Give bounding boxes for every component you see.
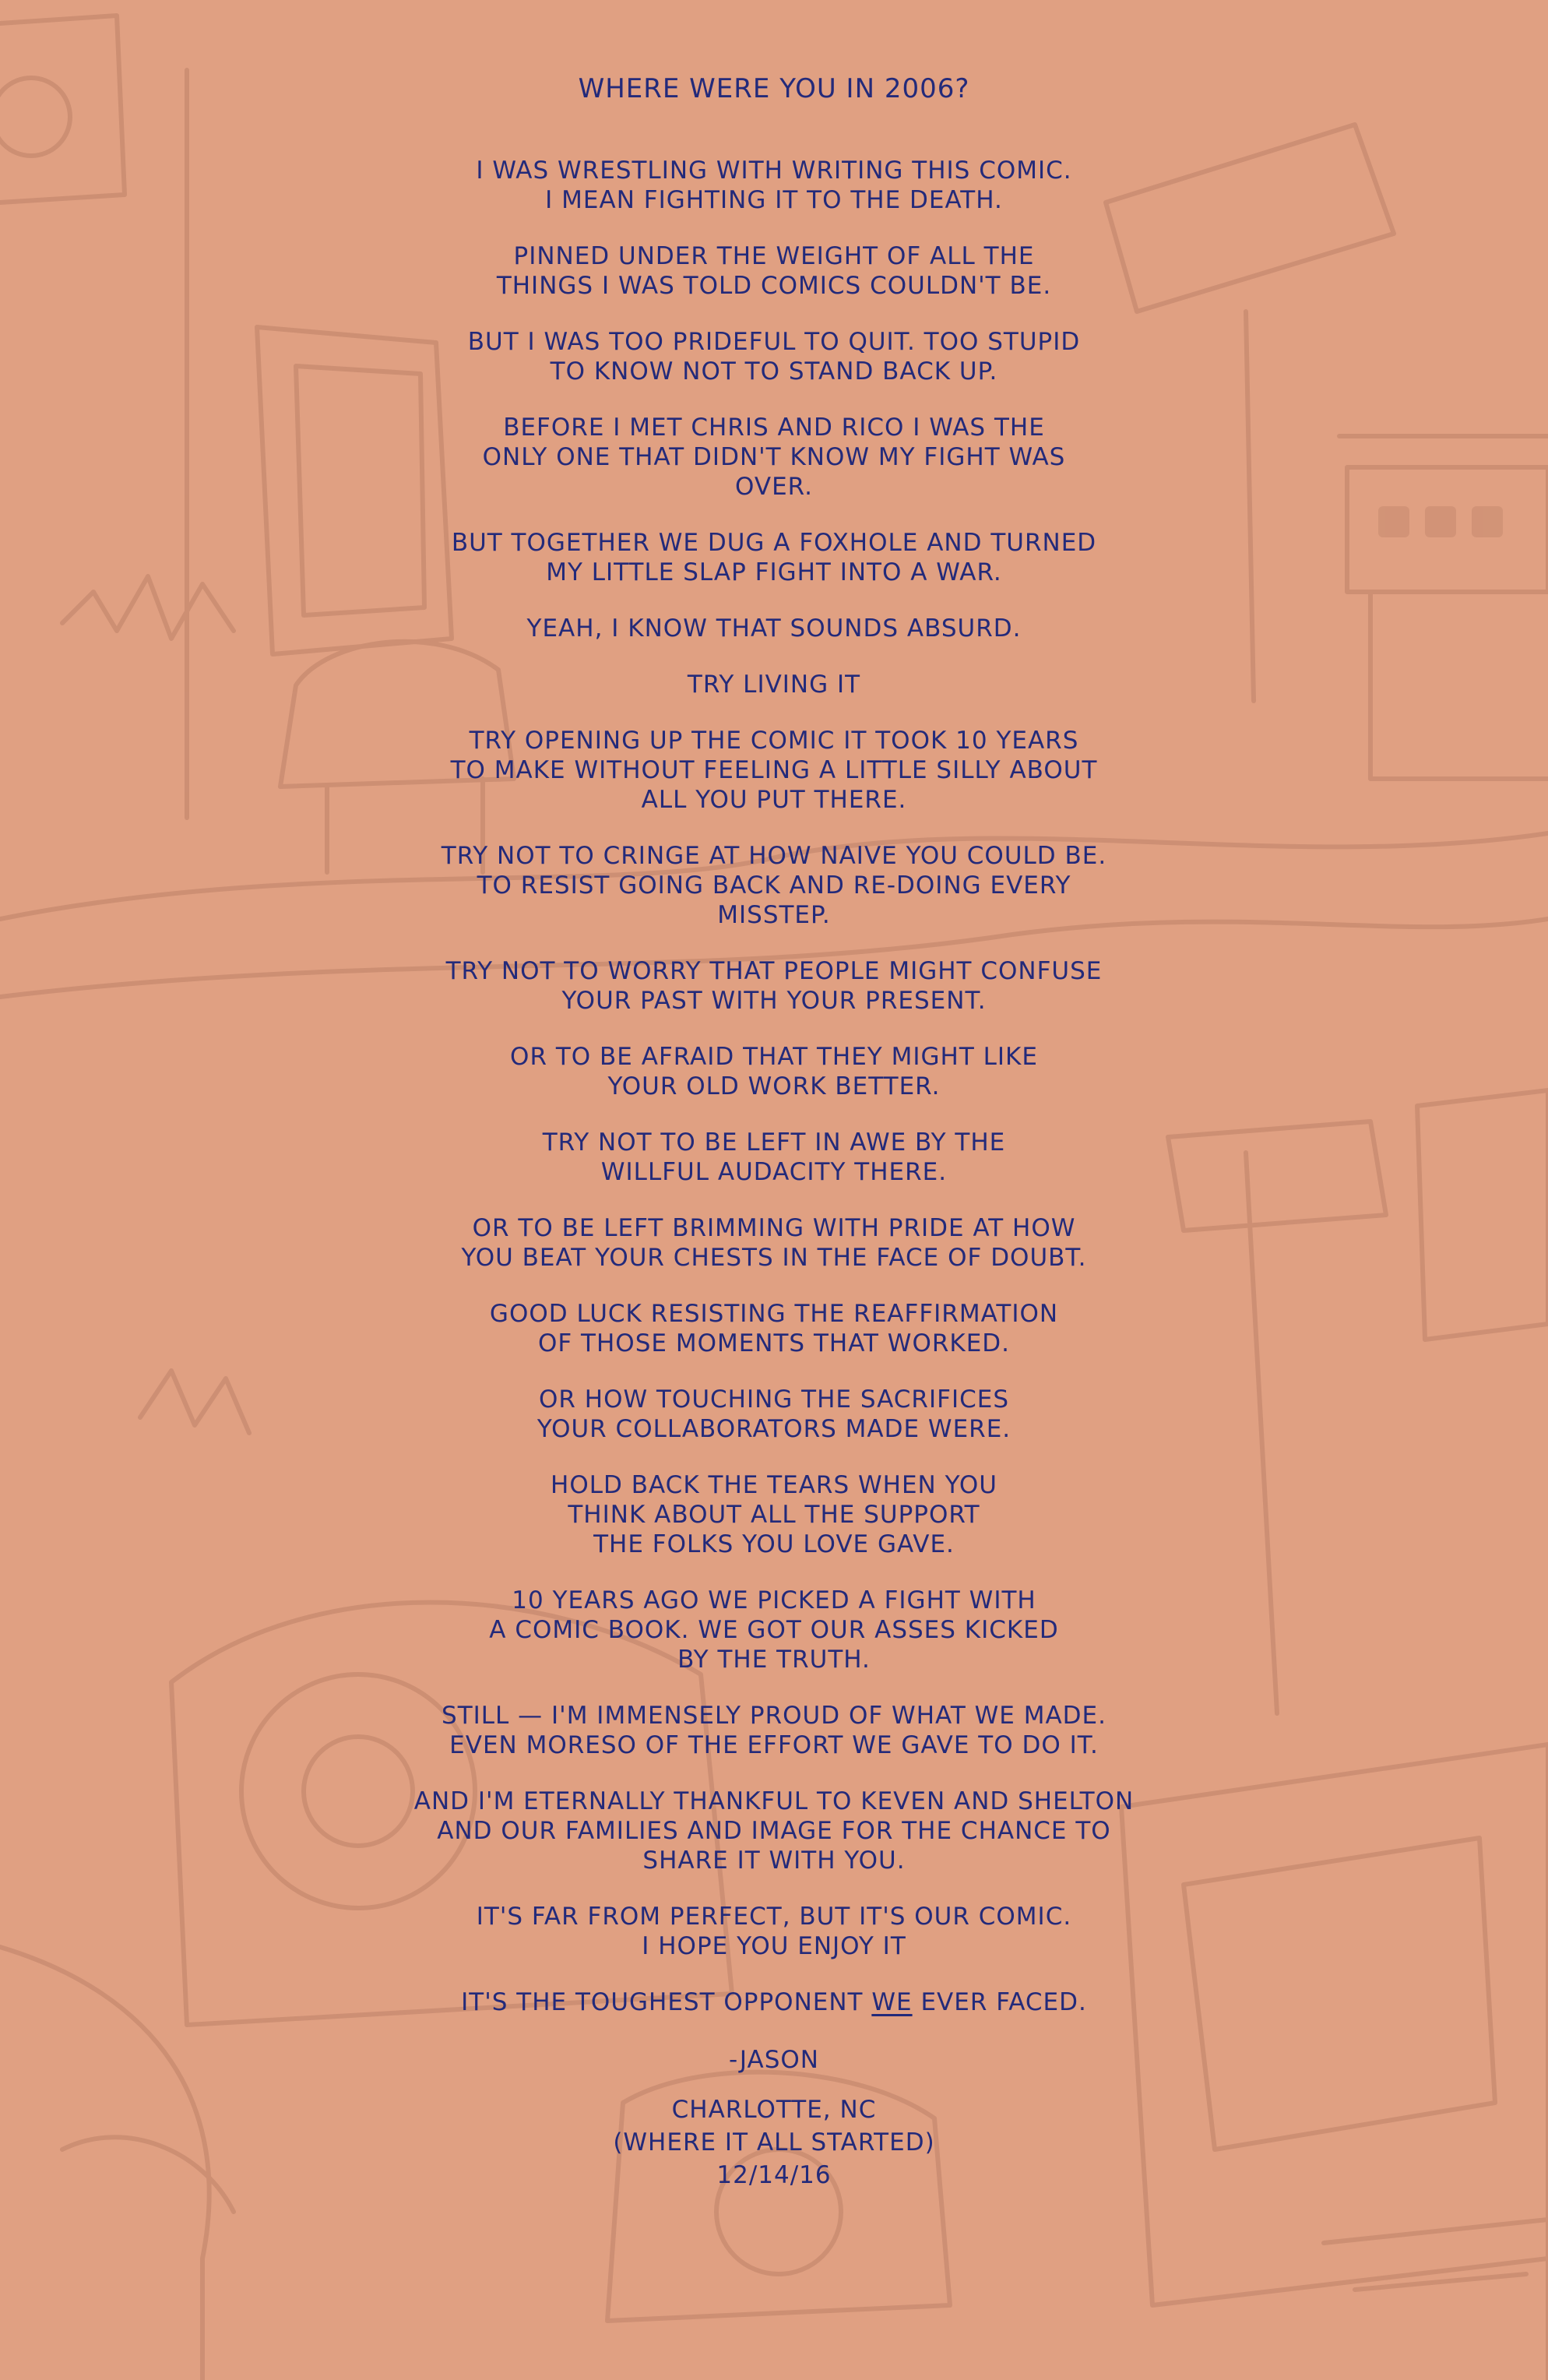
letter-line: BUT TOGETHER WE DUG A FOXHOLE AND TURNED xyxy=(451,529,1097,557)
letter-body xyxy=(385,156,1163,1961)
letter-stanza xyxy=(385,241,1163,301)
letter-line: OF THOSE MOMENTS THAT WORKED. xyxy=(537,1329,1011,1357)
letter-line: OR HOW TOUCHING THE SACRIFICES xyxy=(538,1385,1009,1414)
letter-stanza xyxy=(385,327,1163,386)
letter-stanza xyxy=(385,1213,1163,1273)
letter-line: BEFORE I MET CHRIS AND RICO I WAS THE xyxy=(503,414,1045,442)
letter-line: TRY NOT TO CRINGE AT HOW NAIVE YOU COULD BE. xyxy=(441,842,1107,870)
letter-stanza xyxy=(385,1586,1163,1674)
letter-stanza xyxy=(385,726,1163,815)
letter-line: YOUR PAST WITH YOUR PRESENT. xyxy=(561,987,987,1015)
closing-line xyxy=(385,1987,1163,2017)
letter-line: YOUR COLLABORATORS MADE WERE. xyxy=(537,1415,1011,1443)
closing-line-after: EVER FACED. xyxy=(912,1988,1087,2016)
letter-line: PINNED UNDER THE WEIGHT OF ALL THE xyxy=(513,242,1035,270)
location-note: (WHERE IT ALL STARTED) xyxy=(613,2128,935,2156)
letter-stanza xyxy=(385,841,1163,930)
letter-line: OR TO BE AFRAID THAT THEY MIGHT LIKE xyxy=(510,1043,1038,1071)
letter-line: THE FOLKS YOU LOVE GAVE. xyxy=(593,1530,955,1558)
letter-stanza xyxy=(385,413,1163,502)
letter-line: HOLD BACK THE TEARS WHEN YOU xyxy=(551,1471,997,1499)
letter-stanza xyxy=(385,528,1163,587)
letter-stanza xyxy=(385,156,1163,215)
letter-line: BUT I WAS TOO PRIDEFUL TO QUIT. TOO STUPID xyxy=(467,328,1081,356)
letter-line: A COMIC BOOK. WE GOT OUR ASSES KICKED xyxy=(489,1616,1059,1644)
letter-line: YOUR OLD WORK BETTER. xyxy=(607,1072,941,1100)
letter-line: YEAH, I KNOW THAT SOUNDS ABSURD. xyxy=(526,614,1022,643)
closing-line-before: IT'S THE TOUGHEST OPPONENT xyxy=(461,1988,872,2016)
letter-stanza xyxy=(385,1042,1163,1101)
letter-line: ONLY ONE THAT DIDN'T KNOW MY FIGHT WAS xyxy=(482,443,1066,471)
letter-line: TRY OPENING UP THE COMIC IT TOOK 10 YEARS xyxy=(469,727,1079,755)
letter-line: OVER. xyxy=(735,473,813,501)
letter-line: TO KNOW NOT TO STAND BACK UP. xyxy=(550,357,998,386)
letter-line: THINGS I WAS TOLD COMICS COULDN'T BE. xyxy=(496,272,1052,300)
letter-stanza xyxy=(385,1385,1163,1444)
letter-stanza xyxy=(385,670,1163,699)
location: CHARLOTTE, NC xyxy=(671,2096,877,2124)
letter-date: 12/14/16 xyxy=(716,2161,832,2189)
letter-line: MY LITTLE SLAP FIGHT INTO A WAR. xyxy=(546,558,1002,586)
letter-line: 10 YEARS AGO WE PICKED A FIGHT WITH xyxy=(512,1586,1036,1614)
letter-line: MISSTEP. xyxy=(717,901,831,929)
letter-line: THINK ABOUT ALL THE SUPPORT xyxy=(568,1501,980,1529)
letter-line: I WAS WRESTLING WITH WRITING THIS COMIC. xyxy=(476,157,1072,185)
handwritten-letter xyxy=(385,61,1163,2192)
letter-line: IT'S FAR FROM PERFECT, BUT IT'S OUR COMIC. xyxy=(476,1903,1072,1931)
letter-line: AND I'M ETERNALLY THANKFUL TO KEVEN AND SHELTON xyxy=(413,1787,1135,1815)
letter-line: TO RESIST GOING BACK AND RE-DOING EVERY xyxy=(477,871,1071,900)
letter-line: I HOPE YOU ENJOY IT xyxy=(642,1932,906,1960)
letter-stanza xyxy=(385,614,1163,643)
letter-line: TRY NOT TO BE LEFT IN AWE BY THE xyxy=(542,1128,1006,1157)
closing-line-emphasis: WE xyxy=(871,1988,913,2016)
letter-line: SHARE IT WITH YOU. xyxy=(642,1847,906,1875)
letter-stanza xyxy=(385,1128,1163,1187)
letter-stanza xyxy=(385,1701,1163,1760)
letter-line: TO MAKE WITHOUT FEELING A LITTLE SILLY ABOUT xyxy=(450,756,1098,784)
letter-title: WHERE WERE YOU IN 2006? xyxy=(578,73,970,104)
letter-line: OR TO BE LEFT BRIMMING WITH PRIDE AT HOW xyxy=(472,1214,1076,1242)
signature-block xyxy=(385,2044,1163,2192)
letter-stanza xyxy=(385,956,1163,1016)
letter-line: GOOD LUCK RESISTING THE REAFFIRMATION xyxy=(489,1300,1059,1328)
letter-closing-line xyxy=(385,1987,1163,2017)
letter-stanza xyxy=(385,1787,1163,1875)
letter-line: I MEAN FIGHTING IT TO THE DEATH. xyxy=(545,186,1003,214)
signature: -JASON xyxy=(729,2046,819,2074)
letter-line: EVEN MORESO OF THE EFFORT WE GAVE TO DO IT. xyxy=(449,1731,1099,1759)
letter-line: BY THE TRUTH. xyxy=(677,1646,871,1674)
letter-line: AND OUR FAMILIES AND IMAGE FOR THE CHANCE TO xyxy=(437,1817,1111,1845)
letter-line: TRY NOT TO WORRY THAT PEOPLE MIGHT CONFUSE xyxy=(445,957,1103,985)
letter-line: YOU BEAT YOUR CHESTS IN THE FACE OF DOUBT. xyxy=(461,1244,1087,1272)
letter-line: STILL — I'M IMMENSELY PROUD OF WHAT WE MADE. xyxy=(442,1702,1106,1730)
letter-stanza xyxy=(385,1902,1163,1961)
letter-line: WILLFUL AUDACITY THERE. xyxy=(600,1158,948,1186)
letter-line: TRY LIVING IT xyxy=(687,671,861,699)
letter-stanza xyxy=(385,1470,1163,1559)
letter-line: ALL YOU PUT THERE. xyxy=(641,786,907,814)
letter-stanza xyxy=(385,1299,1163,1358)
